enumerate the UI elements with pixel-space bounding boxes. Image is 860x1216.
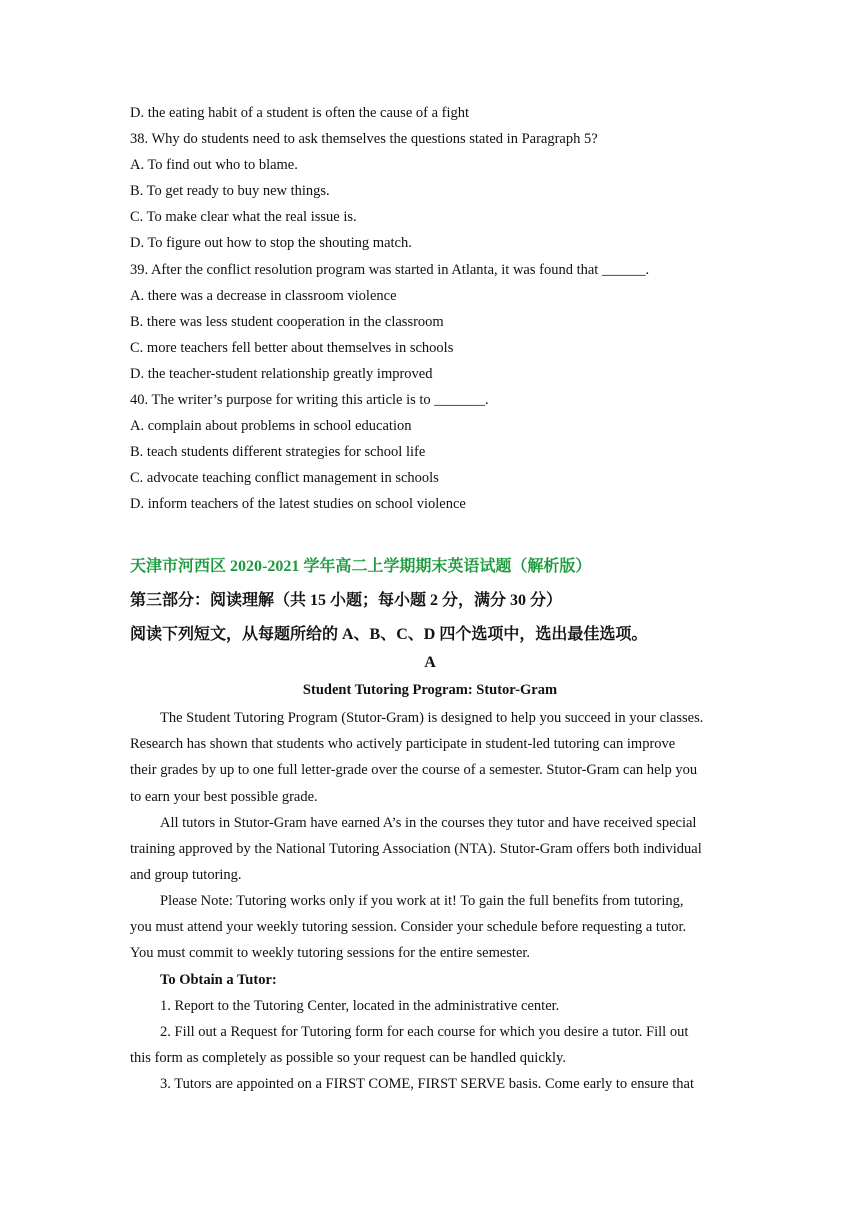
passage-title: Student Tutoring Program: Stutor-Gram bbox=[302, 682, 558, 698]
step-1: 1. Report to the Tutoring Center, located in the administrative center. bbox=[160, 998, 560, 1014]
paragraph-2-line: and group tutoring. bbox=[130, 867, 242, 883]
q39-option-d: D. the teacher-student relationship greatly improved bbox=[130, 366, 433, 382]
q37-option-d: D. the eating habit of a student is often the cause of a fight bbox=[130, 105, 470, 121]
q40-option-a: A. complain about problems in school education bbox=[130, 418, 412, 434]
q38-option-c: C. To make clear what the real issue is. bbox=[130, 209, 357, 225]
paragraph-1-line: The Student Tutoring Program (Stutor-Gram) is designed to help you succeed in your classes. bbox=[160, 710, 704, 726]
section-part-heading: 第三部分：阅读理解（共 15 小题；每小题 2 分，满分 30 分） bbox=[130, 592, 563, 609]
q38-option-a: A. To find out who to blame. bbox=[130, 157, 298, 173]
paragraph-1-line: their grades by up to one full letter-grade over the course of a semester. Stutor-Gram can help you bbox=[130, 762, 698, 778]
step-3: 3. Tutors are appointed on a FIRST COME, FIRST SERVE basis. Come early to ensure that bbox=[160, 1076, 694, 1092]
paragraph-2-line: All tutors in Stutor-Gram have earned A’s in the courses they tutor and have received special bbox=[160, 815, 697, 831]
q40-option-c: C. advocate teaching conflict management in schools bbox=[130, 470, 439, 486]
q39-option-b: B. there was less student cooperation in the classroom bbox=[130, 314, 444, 330]
q39-option-c: C. more teachers fell better about themselves in schools bbox=[130, 340, 454, 356]
paragraph-1-line: Research has shown that students who actively participate in student-led tutoring can improve bbox=[130, 736, 676, 752]
paragraph-3-line: you must attend your weekly tutoring session. Consider your schedule before requesting a tutor. bbox=[130, 919, 687, 935]
q39-stem: 39. After the conflict resolution program was started in Atlanta, it was found that ______. bbox=[130, 262, 650, 278]
q38-option-b: B. To get ready to buy new things. bbox=[130, 183, 330, 199]
step-2-line: 2. Fill out a Request for Tutoring form for each course for which you desire a tutor. Fill out bbox=[160, 1024, 689, 1040]
paragraph-1-line: to earn your best possible grade. bbox=[130, 789, 318, 805]
paragraph-2-line: training approved by the National Tutoring Association (NTA). Stutor-Gram offers both individual bbox=[130, 841, 702, 857]
obtain-tutor-heading: To Obtain a Tutor: bbox=[160, 972, 277, 988]
exam-heading: 天津市河西区 2020-2021 学年高二上学期期末英语试题（解析版） bbox=[130, 558, 592, 575]
q40-option-d: D. inform teachers of the latest studies on school violence bbox=[130, 496, 466, 512]
step-2-line: this form as completely as possible so your request can be handled quickly. bbox=[130, 1050, 566, 1066]
q38-option-d: D. To figure out how to stop the shouting match. bbox=[130, 235, 412, 251]
q40-option-b: B. teach students different strategies for school life bbox=[130, 444, 426, 460]
passage-letter: A bbox=[424, 654, 436, 671]
paragraph-3-line: Please Note: Tutoring works only if you work at it! To gain the full benefits from tutoring, bbox=[160, 893, 684, 909]
paragraph-3-line: You must commit to weekly tutoring sessions for the entire semester. bbox=[130, 945, 531, 961]
q38-stem: 38. Why do students need to ask themselves the questions stated in Paragraph 5? bbox=[130, 131, 598, 147]
q40-stem: 40. The writer’s purpose for writing this article is to _______. bbox=[130, 392, 489, 408]
q39-option-a: A. there was a decrease in classroom violence bbox=[130, 288, 397, 304]
section-instruction: 阅读下列短文，从每题所给的 A、B、C、D 四个选项中，选出最佳选项。 bbox=[130, 626, 648, 643]
